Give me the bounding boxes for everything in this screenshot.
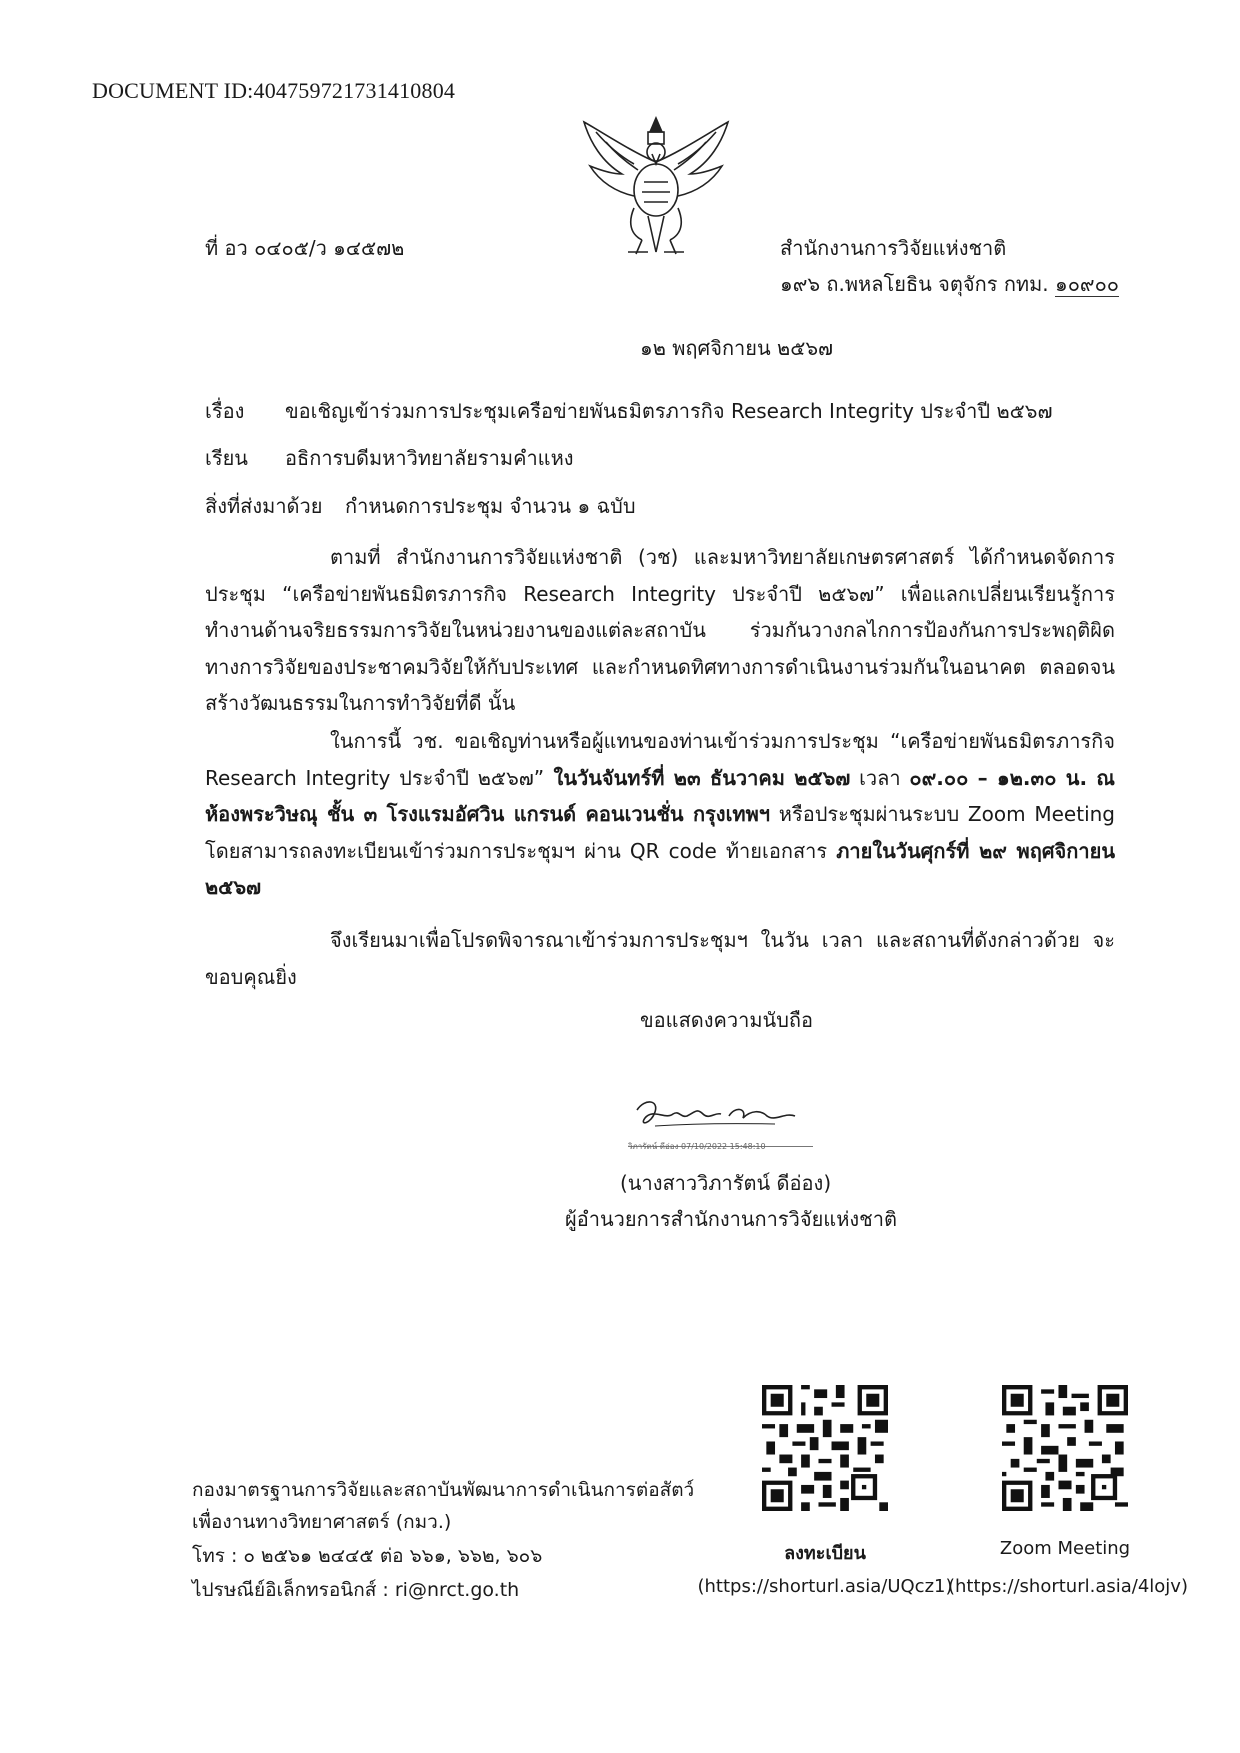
enclosure-value: กำหนดการประชุม จำนวน ๑ ฉบับ	[345, 494, 636, 518]
address-text: ๑๙๖ ถ.พหลโยธิน จตุจักร กทม.	[780, 272, 1056, 296]
time-label: เวลา	[850, 765, 910, 790]
signature-caption: วิภารัตน์ ดีอ่อง 07/10/2022 15:48:10	[628, 1142, 766, 1151]
qr-url-zoom[interactable]: (https://shorturl.asia/4lojv)	[948, 1576, 1188, 1597]
footer-email: ไปรษณีย์อิเล็กทรอนิกส์ : ri@nrct.go.th	[192, 1579, 520, 1601]
footer-phone: โทร : ๐ ๒๕๖๑ ๒๔๔๕ ต่อ ๖๖๑, ๖๖๒, ๖๐๖	[192, 1545, 543, 1567]
organization-name: สำนักงานการวิจัยแห่งชาติ	[780, 236, 1007, 260]
enclosure-row	[205, 491, 636, 521]
organization-address	[780, 269, 1119, 299]
recipient-row	[205, 443, 574, 473]
closing-phrase: ขอแสดงความนับถือ	[640, 1008, 814, 1032]
letter-date: ๑๒ พฤศจิกายน ๒๕๖๗	[640, 336, 834, 360]
body-paragraph-1: ตามที่ สำนักงานการวิจัยแห่งชาติ (วช) และมหาวิทยาลัยเกษตรศาสตร์ ได้กำหนดจัดการประชุม “เครือข่ายพันธมิตรภารกิจ Research Integrity ประจำปี ๒๕๖๗” เพื่อแลกเปลี่ยนเรียนรู้การทำงานด้านจริยธรรมการวิจัยในหน่วยงานของแต่ละสถาบัน ร่วมกันวางกลไกการป้องกันการประพฤติผิดทางการวิจัยของประชาคมวิจัยให้กับประเทศ และกำหนดทิศทางการดำเนินงานร่วมกันในอนาคต ตลอดจนสร้างวัฒนธรรมในการทำวิจัยที่ดี นั้น	[205, 545, 1115, 715]
qr-label-zoom: Zoom Meeting	[999, 1538, 1131, 1559]
handwritten-signature	[625, 1090, 815, 1140]
signatory-name: (นางสาววิภารัตน์ ดีอ่อง)	[620, 1171, 832, 1195]
registration-deadline: ภายในวันศุกร์ที่ ๒๙ พฤศจิกายน ๒๕๖๗	[205, 838, 1115, 899]
footer-department-2: เพื่องานทางวิทยาศาสตร์ (กมว.)	[192, 1511, 452, 1533]
qr-url-registration[interactable]: (https://shorturl.asia/UQcz1)	[697, 1576, 953, 1597]
recipient-value: อธิการบดีมหาวิทยาลัยรามคำแหง	[285, 446, 574, 470]
qr-label-registration: ลงทะเบียน	[784, 1543, 866, 1564]
qr-code-icon[interactable]	[762, 1385, 888, 1511]
footer-department: กองมาตรฐานการวิจัยและสถาบันพัฒนาการดำเนินการต่อสัตว์	[192, 1479, 695, 1501]
meeting-date: ในวันจันทร์ที่ ๒๓ ธันวาคม ๒๕๖๗	[544, 765, 851, 790]
reference-number: ที่ อว ๐๔๐๕/ว ๑๔๕๗๒	[205, 236, 405, 260]
postcode: ๑๐๙๐๐	[1055, 272, 1119, 296]
signatory-position: ผู้อำนวยการสำนักงานการวิจัยแห่งชาติ	[565, 1207, 897, 1231]
subject-label: เรื่อง	[205, 399, 245, 423]
recipient-label: เรียน	[205, 446, 248, 470]
zoom-info: หรือประชุมผ่านระบบ Zoom Meeting โดยสามารถลงทะเบียนเข้าร่วมการประชุมฯ ผ่าน QR code ท้ายเอกสาร	[205, 802, 1115, 863]
subject-row	[205, 396, 1053, 426]
qr-code-icon[interactable]	[1002, 1385, 1128, 1511]
enclosure-label: สิ่งที่ส่งมาด้วย	[205, 494, 323, 518]
body-paragraph-2	[205, 723, 1115, 906]
meeting-time-venue: ๐๙.๐๐ – ๑๒.๓๐ น. ณ ห้องพระวิษณุ ชั้น ๓ โรงแรมอัศวิน แกรนด์ คอนเวนชั่น กรุงเทพฯ	[205, 765, 1115, 826]
garuda-emblem-icon	[572, 112, 740, 262]
document-id: DOCUMENT ID:404759721731410804	[92, 78, 456, 103]
para2-intro: ในการนี้ วช. ขอเชิญท่านหรือผู้แทนของท่านเข้าร่วมการประชุม “เครือข่ายพันธมิตรภารกิจ Research Integrity ประจำปี ๒๕๖๗”	[205, 729, 1115, 790]
subject-value: ขอเชิญเข้าร่วมการประชุมเครือข่ายพันธมิตรภารกิจ Research Integrity ประจำปี ๒๕๖๗	[285, 399, 1053, 423]
body-paragraph-3: จึงเรียนมาเพื่อโปรดพิจารณาเข้าร่วมการประชุมฯ ในวัน เวลา และสถานที่ดังกล่าวด้วย จะขอบคุณยิ่ง	[205, 928, 1115, 989]
